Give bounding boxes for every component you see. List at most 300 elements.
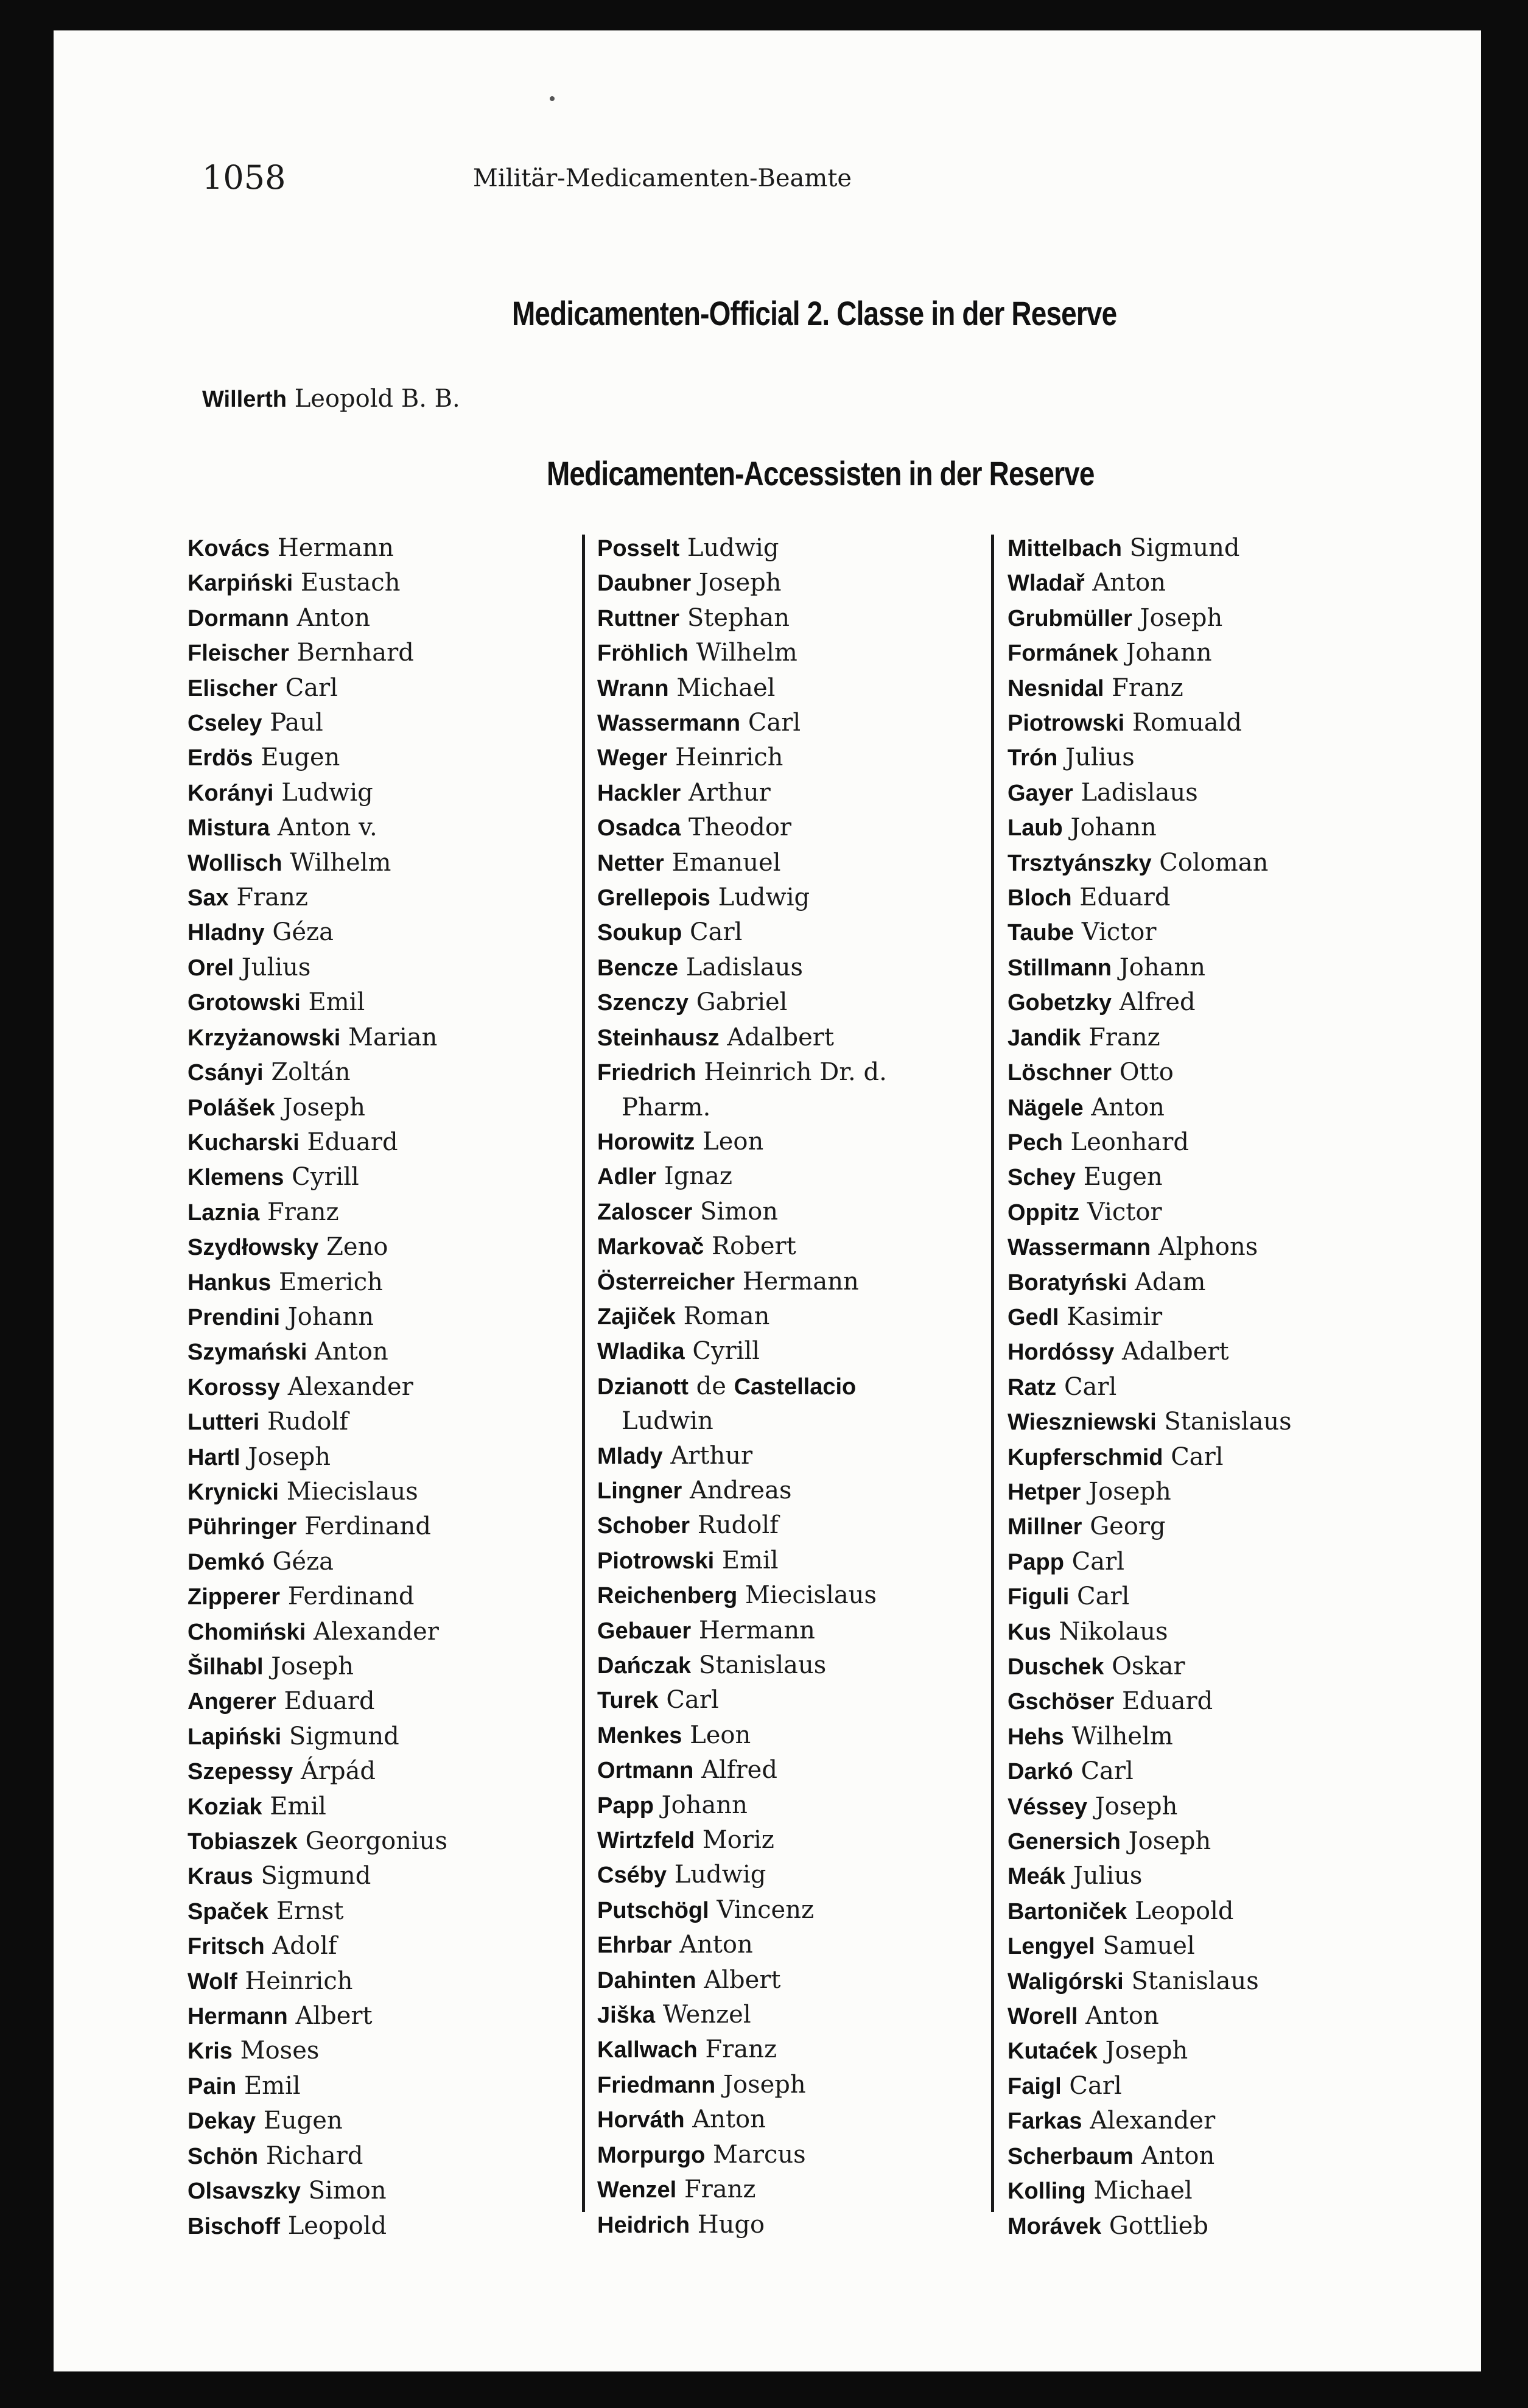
entry-surname: Kucharski — [187, 1129, 300, 1156]
entry-surname: Lapiński — [187, 1724, 282, 1750]
entry-surname: Kallwach — [597, 2037, 698, 2063]
entry-given: Eugen — [1083, 1163, 1163, 1192]
entry-surname: Papp — [597, 1792, 654, 1819]
entry-surname: Wieszniewski — [1008, 1409, 1157, 1436]
name-entry — [187, 1370, 577, 1405]
name-entry — [1008, 1615, 1446, 1649]
entry-surname: Laznia — [187, 1199, 260, 1226]
entry-given: Gottlieb — [1109, 2211, 1208, 2240]
name-entry — [597, 1718, 1023, 1753]
name-entry — [597, 846, 1023, 880]
entry-given: Alexander — [287, 1372, 413, 1401]
name-entry — [187, 1160, 577, 1195]
name-entry — [597, 740, 1023, 775]
name-entry — [1008, 1055, 1446, 1090]
entry-surname: Scherbaum — [1008, 2143, 1134, 2169]
entry-given: Hermann — [698, 1616, 815, 1645]
entry-given: Anton — [679, 1931, 753, 1959]
entry-given: Leopold B. B. — [294, 385, 460, 413]
entry-given: Franz — [236, 883, 308, 912]
entry-given: Carl — [1064, 1372, 1117, 1401]
name-entry — [597, 1578, 1023, 1613]
name-entry — [1008, 601, 1446, 636]
entry-given: Andreas — [690, 1476, 792, 1504]
name-entry — [187, 1859, 577, 1894]
entry-given: Johann — [287, 1302, 374, 1331]
entry-given: Wenzel — [662, 2001, 751, 2029]
entry-surname: Angerer — [187, 1689, 276, 1715]
entry-surname: Fröhlich — [597, 641, 689, 667]
entry-surname: Genersich — [1008, 1829, 1121, 1855]
entry-given: Joseph — [1088, 1477, 1171, 1506]
entry-given: Victor — [1087, 1198, 1162, 1226]
name-entry — [187, 1929, 577, 1964]
entry-given: Joseph — [282, 1093, 366, 1122]
entry-given: Richard — [265, 2141, 363, 2170]
name-entry — [1008, 1894, 1446, 1929]
entry-surname: Horváth — [597, 2107, 685, 2133]
entry-surname: Morpurgo — [597, 2142, 706, 2168]
section-heading-official: Medicamenten-Official 2. Classe in der Reserve — [512, 294, 1117, 332]
name-entry — [1008, 1719, 1446, 1754]
entry-surname: Putschögl — [597, 1897, 709, 1923]
entry-surname: Gebauer — [597, 1618, 692, 1644]
entry-given: Franz — [705, 2035, 777, 2064]
name-entry — [597, 1683, 1023, 1718]
name-entry — [597, 1125, 1023, 1159]
entry-given: Cyrill — [692, 1337, 760, 1366]
name-entry — [187, 1579, 577, 1614]
book-page — [54, 30, 1481, 2371]
entry-given: Rudolf — [267, 1408, 349, 1436]
name-entry — [1008, 531, 1446, 566]
name-entry — [1008, 2034, 1446, 2068]
entry-surname: Kovács — [187, 536, 270, 561]
name-entry — [187, 1789, 577, 1824]
entry-surname: Cseley — [187, 711, 262, 737]
name-entry — [597, 1020, 1023, 1055]
entry-given: Carl — [1077, 1582, 1130, 1611]
entry-given: Marcus — [713, 2140, 806, 2169]
entry-given: Alexander — [313, 1617, 439, 1646]
entry-given: Heinrich — [675, 743, 783, 772]
entry-given: Wilhelm — [696, 639, 797, 667]
entry-given: Michael — [676, 673, 776, 702]
entry-surname: Krzyżanowski — [187, 1025, 341, 1051]
entry-surname: Hartl — [187, 1444, 240, 1470]
entry-surname: Grellepois — [597, 885, 710, 911]
entry-given: Leopold — [287, 2211, 387, 2240]
name-entry — [597, 1404, 1023, 1438]
name-entry — [1008, 1335, 1446, 1369]
entry-surname: Stillmann — [1008, 955, 1112, 981]
name-entry — [597, 1823, 1023, 1858]
entry-surname: Csányi — [187, 1060, 264, 1086]
page-number: 1058 — [202, 158, 286, 197]
entry-given: Emerich — [279, 1268, 383, 1296]
name-entry — [187, 740, 577, 775]
name-entry — [187, 1545, 577, 1579]
name-entry — [187, 1475, 577, 1509]
name-entry — [597, 1893, 1023, 1928]
entry-given: Carl — [1081, 1757, 1134, 1786]
entry-surname: Oppitz — [1008, 1199, 1080, 1226]
entry-surname: Hordóssy — [1008, 1339, 1115, 1366]
name-column-1 — [187, 531, 577, 2244]
entry-surname: Friedrich — [597, 1060, 696, 1086]
entry-surname: Dańczak — [597, 1653, 692, 1679]
name-entry — [1008, 1125, 1446, 1160]
entry-surname: Fritsch — [187, 1934, 265, 1960]
name-entry — [1008, 1440, 1446, 1475]
entry-surname: Demkó — [187, 1549, 265, 1575]
entry-given: Kasimir — [1067, 1302, 1163, 1331]
name-entry — [597, 1229, 1023, 1264]
entry-given: Franz — [267, 1198, 339, 1226]
entry-surname: Adler — [597, 1164, 657, 1190]
entry-surname: Daubner — [597, 570, 692, 597]
name-entry — [1008, 776, 1446, 810]
name-entry — [1008, 985, 1446, 1020]
name-entry — [1008, 2104, 1446, 2138]
entry-given: Theodor — [689, 813, 792, 842]
name-entry — [187, 880, 577, 915]
name-entry — [1008, 1649, 1446, 1684]
entry-surname: Duschek — [1008, 1654, 1104, 1680]
entry-surname: Gayer — [1008, 780, 1073, 806]
entry-surname: Erdös — [187, 745, 253, 771]
entry-given: Anton — [1085, 2002, 1159, 2031]
entry-given: Franz — [1088, 1023, 1160, 1051]
name-entry — [597, 880, 1023, 915]
name-entry — [597, 1788, 1023, 1823]
entry-given: Albert — [704, 1965, 781, 1994]
entry-surname: Lengyel — [1008, 1934, 1095, 1960]
entry-surname: Wassermann — [1008, 1235, 1151, 1261]
entry-surname: Netter — [597, 850, 664, 876]
entry-surname: Dzianott — [597, 1374, 689, 1400]
entry-given: Coloman — [1159, 848, 1269, 877]
entry-surname: Zipperer — [187, 1584, 281, 1610]
name-entry — [187, 601, 577, 636]
entry-surname: Wollisch — [187, 850, 282, 876]
entry-surname: Wassermann — [597, 711, 741, 737]
entry-given: Adolf — [272, 1932, 337, 1960]
entry-surname: Nägele — [1008, 1095, 1084, 1121]
name-entry — [1008, 671, 1446, 706]
entry-given: Anton — [1141, 2141, 1215, 2170]
entry-given: Moses — [240, 2037, 320, 2065]
name-entry — [1008, 1265, 1446, 1300]
name-entry — [597, 2208, 1023, 2242]
entry-given: Emanuel — [671, 848, 781, 877]
entry-surname: Hladny — [187, 920, 265, 946]
entry-given: Eduard — [1122, 1687, 1213, 1716]
name-entry — [187, 1020, 577, 1055]
entry-surname: Wrann — [597, 675, 669, 701]
entry-surname: Elischer — [187, 675, 278, 701]
entry-surname: Wolf — [187, 1968, 237, 1995]
name-entry — [1008, 1545, 1446, 1579]
name-entry — [1008, 636, 1446, 670]
entry-given: Ludwig — [687, 534, 779, 562]
name-entry — [1008, 1789, 1446, 1824]
entry-surname: Österreicher — [597, 1269, 735, 1295]
entry-given: Zeno — [326, 1233, 388, 1262]
entry-surname: Friedmann — [597, 2072, 716, 2098]
entry-given: Albert — [295, 2002, 373, 2031]
entry-surname: Bloch — [1008, 885, 1072, 911]
name-entry — [597, 915, 1023, 950]
name-entry — [597, 1508, 1023, 1543]
entry-surname: Figuli — [1008, 1584, 1070, 1610]
section-heading-accessisten: Medicamenten-Accessisten in der Reserve — [547, 454, 1095, 493]
name-entry — [597, 810, 1023, 845]
entry-surname: Pech — [1008, 1129, 1063, 1156]
entry-given: Stanislaus — [1164, 1408, 1292, 1436]
name-entry — [597, 776, 1023, 810]
name-entry — [187, 2209, 577, 2244]
name-entry — [597, 2102, 1023, 2137]
entry-surname: Farkas — [1008, 2108, 1082, 2135]
entry-given: Eugen — [263, 2107, 343, 2135]
entry-given: Julius — [1073, 1862, 1143, 1890]
entry-surname: Schön — [187, 2143, 259, 2169]
entry-surname: Dormann — [187, 605, 289, 631]
entry-surname: Ortmann — [597, 1758, 694, 1784]
name-entry — [187, 706, 577, 740]
entry-given: Franz — [684, 2175, 756, 2204]
name-entry — [187, 1335, 577, 1369]
entry-given: Simon — [700, 1197, 778, 1226]
name-entry — [1008, 1475, 1446, 1509]
entry-given: Sigmund — [289, 1722, 399, 1750]
ink-speck — [550, 96, 555, 101]
name-entry — [1008, 1405, 1446, 1439]
entry-surname: Orel — [187, 955, 234, 981]
entry-surname: Fleischer — [187, 641, 289, 667]
entry-surname: Boratyński — [1008, 1269, 1127, 1296]
name-entry — [187, 950, 577, 985]
entry-surname: Hackler — [597, 780, 681, 806]
name-entry — [597, 706, 1023, 740]
entry-surname: Posselt — [597, 536, 680, 561]
entry-surname: Mlady — [597, 1443, 663, 1469]
entry-given: Georg — [1090, 1512, 1166, 1541]
entry-surname: Szenczy — [597, 990, 689, 1016]
official-entry — [202, 385, 460, 413]
name-entry — [187, 1509, 577, 1544]
name-entry — [187, 810, 577, 845]
entry-given: Ludwig — [281, 778, 373, 807]
entry-surname: Bencze — [597, 955, 679, 981]
entry-given: Paul — [270, 709, 323, 737]
entry-surname: Soukup — [597, 920, 682, 946]
entry-surname: Morávek — [1008, 2213, 1102, 2239]
name-entry — [187, 1684, 577, 1719]
entry-given: Carl — [666, 1686, 719, 1715]
entry-given: Stephan — [687, 603, 790, 632]
entry-given: Emil — [308, 988, 365, 1017]
entry-given: Moriz — [702, 1826, 774, 1855]
entry-given: Johann — [661, 1791, 748, 1819]
column-divider — [991, 535, 994, 2212]
name-entry — [597, 1998, 1023, 2032]
name-entry — [597, 1648, 1023, 1683]
name-entry — [187, 846, 577, 880]
entry-surname: Willerth — [202, 387, 287, 412]
name-entry — [187, 915, 577, 950]
entry-given: Eugen — [261, 743, 340, 772]
name-entry — [187, 776, 577, 810]
entry-surname: Piotrowski — [597, 1548, 715, 1574]
entry-given: de — [696, 1372, 726, 1400]
entry-surname: Wirtzfeld — [597, 1828, 695, 1854]
entry-surname: Korossy — [187, 1374, 281, 1400]
entry-surname: Korányi — [187, 780, 274, 806]
entry-given: Nikolaus — [1059, 1617, 1168, 1646]
name-entry — [187, 1055, 577, 1090]
entry-given: Hugo — [697, 2210, 765, 2239]
entry-given: Leon — [690, 1721, 751, 1749]
entry-given: Eduard — [307, 1128, 398, 1156]
name-entry — [187, 1999, 577, 2034]
entry-surname: Wladař — [1008, 570, 1085, 597]
name-column-3 — [1008, 531, 1446, 2244]
name-entry — [1008, 2139, 1446, 2174]
name-entry — [187, 2139, 577, 2174]
entry-surname: Zaloscer — [597, 1199, 693, 1225]
name-entry — [597, 950, 1023, 985]
entry-given: Arthur — [670, 1441, 753, 1470]
entry-surname: Turek — [597, 1688, 659, 1714]
entry-given: Adam — [1135, 1268, 1206, 1296]
entry-given: Michael — [1093, 2177, 1193, 2205]
entry-surname: Piotrowski — [1008, 711, 1125, 737]
entry-surname: Kraus — [187, 1864, 253, 1890]
entry-given: Alexander — [1090, 2107, 1216, 2135]
entry-surname: Waligórski — [1008, 1968, 1124, 1995]
name-entry — [597, 985, 1023, 1020]
entry-surname: Klemens — [187, 1165, 284, 1191]
entry-given: Arthur — [689, 778, 771, 807]
entry-given: Emil — [721, 1546, 779, 1574]
entry-given: Géza — [272, 1547, 334, 1576]
entry-given: Sigmund — [261, 1862, 371, 1890]
name-entry — [1008, 740, 1446, 775]
entry-surname: Mistura — [187, 815, 270, 841]
entry-given: Julius — [1065, 743, 1135, 772]
entry-surname: Sax — [187, 885, 229, 911]
name-entry — [1008, 1964, 1446, 1999]
entry-given: Joseph — [1128, 1827, 1211, 1856]
entry-surname: Osadca — [597, 815, 681, 841]
entry-surname: Véssey — [1008, 1794, 1088, 1820]
name-entry — [1008, 1754, 1446, 1789]
entry-given: Joseph — [1140, 603, 1223, 632]
name-entry — [1008, 1230, 1446, 1265]
entry-surname: Hermann — [187, 2004, 288, 2030]
name-column-2 — [597, 531, 1023, 2242]
name-entry — [187, 1265, 577, 1300]
name-entry — [597, 1963, 1023, 1998]
entry-surname: Olsavszky — [187, 2178, 301, 2205]
column-divider — [582, 535, 585, 2212]
entry-surname: Darkó — [1008, 1759, 1073, 1785]
entry-surname: Gschöser — [1008, 1689, 1115, 1715]
entry-given: Leon — [703, 1127, 764, 1156]
entry-surname: Papp — [1008, 1549, 1064, 1575]
name-entry — [187, 1615, 577, 1649]
entry-surname: Horowitz — [597, 1129, 695, 1155]
entry-surname: Hetper — [1008, 1479, 1081, 1505]
entry-surname: Prendini — [187, 1304, 281, 1330]
entry-surname: Lutteri — [187, 1409, 260, 1436]
entry-surname: Kupferschmid — [1008, 1444, 1163, 1470]
name-entry — [187, 1090, 577, 1125]
entry-given: Joseph — [1105, 2037, 1188, 2065]
entry-given: Hermann — [742, 1267, 859, 1296]
entry-given: Géza — [272, 918, 334, 947]
entry-surname: Wenzel — [597, 2177, 677, 2203]
name-entry — [597, 1195, 1023, 1229]
entry-surname: Kolling — [1008, 2178, 1086, 2205]
name-entry — [1008, 810, 1446, 845]
name-entry — [1008, 1300, 1446, 1335]
entry-given: Ludwig — [674, 1861, 766, 1889]
entry-given: Árpád — [300, 1757, 376, 1786]
entry-surname: Hankus — [187, 1269, 272, 1296]
entry-surname: Faigl — [1008, 2073, 1062, 2099]
entry-given: Heinrich Dr. d. — [704, 1058, 887, 1087]
entry-surname: Schey — [1008, 1165, 1076, 1191]
entry-surname: Schober — [597, 1513, 690, 1539]
entry-given: Eduard — [284, 1687, 375, 1716]
name-entry — [187, 566, 577, 600]
name-entry — [597, 636, 1023, 670]
name-entry — [187, 2069, 577, 2104]
name-entry — [1008, 1370, 1446, 1405]
entry-surname: Cséby — [597, 1862, 667, 1889]
entry-surname: Heidrich — [597, 2212, 690, 2238]
page-header — [54, 158, 1481, 207]
entry-given: Ferdinand — [304, 1512, 431, 1541]
entry-given: Robert — [712, 1232, 796, 1261]
name-entry — [1008, 846, 1446, 880]
name-entry — [1008, 880, 1446, 915]
entry-surname: Markovač — [597, 1234, 704, 1260]
name-entry — [597, 1299, 1023, 1334]
entry-given: Julius — [241, 953, 311, 981]
entry-given: Ladislaus — [1081, 778, 1198, 807]
entry-given: Anton v. — [277, 813, 377, 842]
entry-surname: Lingner — [597, 1478, 682, 1504]
entry-given: Romuald — [1132, 709, 1242, 737]
entry-surname: Reichenberg — [597, 1583, 738, 1609]
entry-surname: Ehrbar — [597, 1932, 672, 1959]
entry-given: Joseph — [271, 1652, 354, 1680]
entry-given: Johann — [1119, 953, 1205, 981]
entry-given: Anton — [692, 2105, 766, 2134]
name-entry — [1008, 1684, 1446, 1719]
entry-given: Stanislaus — [698, 1651, 827, 1679]
name-entry — [187, 1964, 577, 1999]
entry-given: Joseph — [1095, 1792, 1178, 1820]
name-entry — [1008, 2174, 1446, 2208]
entry-given: Oskar — [1112, 1652, 1185, 1680]
name-entry — [187, 1440, 577, 1475]
entry-given: Alfred — [1119, 988, 1196, 1017]
